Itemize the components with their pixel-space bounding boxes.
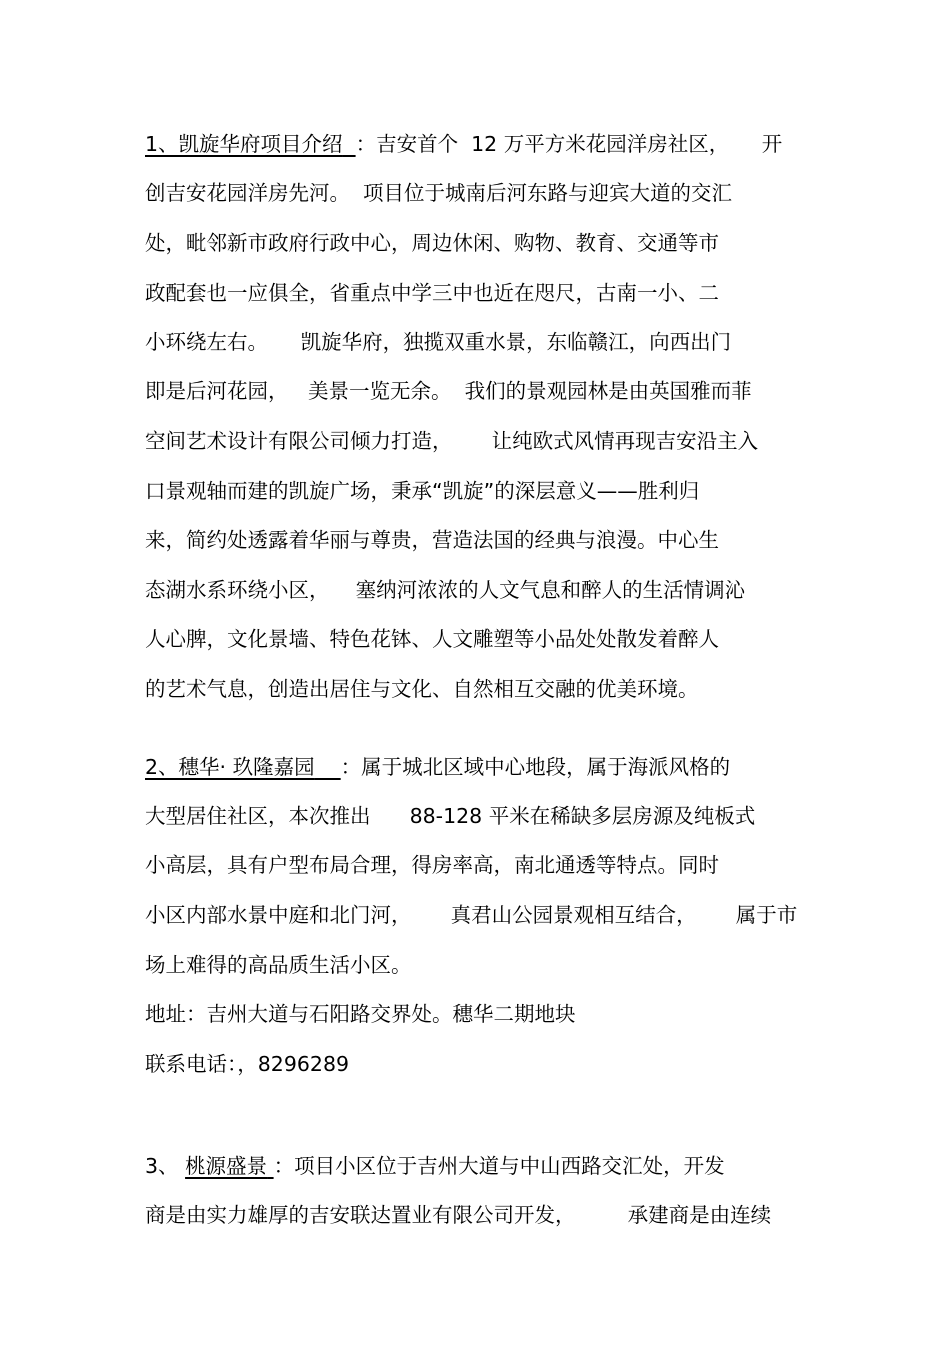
section3-title: 桃源盛景 bbox=[185, 1154, 268, 1178]
section1-line-12: 的艺术气息，创造出居住与文化、自然相互交融的优美环境。 bbox=[145, 677, 699, 701]
section1-line-10: 态湖水系环绕小区， 塞纳河浓浓的人文气息和醉人的生活情调沁 bbox=[145, 578, 746, 602]
section1-line-6: 即是后河花园， 美景一览无余。 我们的景观园林是由英国雅而菲 bbox=[145, 379, 752, 403]
section3-line-1: ：项目小区位于吉州大道与中山西路交汇处，开发 bbox=[273, 1154, 725, 1178]
section1-line-5: 小环绕左右。 凯旋华府，独揽双重水景，东临赣江，向西出门 bbox=[145, 330, 732, 354]
section1-first-line bbox=[145, 131, 782, 157]
section1-line-3: 处，毗邻新市政府行政中心，周边休闲、购物、教育、交通等市 bbox=[145, 231, 719, 255]
section2-address: 地址：吉州大道与石阳路交界处。穗华二期地块 bbox=[145, 1002, 576, 1026]
section1-line-9: 来，简约处透露着华丽与尊贵，营造法国的经典与浪漫。中心生 bbox=[145, 528, 719, 552]
section2-first-line bbox=[145, 754, 730, 780]
section3-first-line bbox=[145, 1153, 725, 1179]
section2-line-4: 小区内部水景中庭和北门河， 真君山公园景观相互结合， 属于市 bbox=[145, 903, 798, 927]
section2-line-5: 场上难得的高品质生活小区。 bbox=[145, 953, 412, 977]
section2-title: 2、穗华· 玖隆嘉园 bbox=[145, 755, 315, 779]
section1-line-1: ：吉安首个 12 万平方米花园洋房社区， 开 bbox=[355, 132, 783, 156]
section1-title: 1、凯旋华府项目介绍 bbox=[145, 132, 343, 156]
section2-phone: 联系电话：，8296289 bbox=[145, 1052, 350, 1076]
section1-line-4: 政配套也一应俱全，省重点中学三中也近在咫尺，古南一小、二 bbox=[145, 281, 719, 305]
section1-line-7: 空间艺术设计有限公司倾力打造， 让纯欧式风情再现吉安沿主入 bbox=[145, 429, 759, 453]
section2-line-2: 大型居住社区，本次推出 88-128 平米在稀缺多层房源及纯板式 bbox=[145, 804, 756, 828]
section1-line-11: 人心脾，文化景墙、特色花钵、人文雕塑等小品处处散发着醉人 bbox=[145, 627, 719, 651]
section3-number: 3、 bbox=[145, 1154, 186, 1178]
section2-line-3: 小高层，具有户型布局合理，得房率高，南北通透等特点。同时 bbox=[145, 853, 719, 877]
section2-line-1: ：属于城北区域中心地段，属于海派风格的 bbox=[340, 755, 731, 779]
section1-line-2: 创吉安花园洋房先河。 项目位于城南后河东路与迎宾大道的交汇 bbox=[145, 181, 733, 205]
section3-line-2: 商是由实力雄厚的吉安联达置业有限公司开发， 承建商是由连续 bbox=[145, 1203, 772, 1227]
section1-line-8: 口景观轴而建的凯旋广场，秉承“凯旋”的深层意义——胜利归 bbox=[145, 479, 700, 503]
